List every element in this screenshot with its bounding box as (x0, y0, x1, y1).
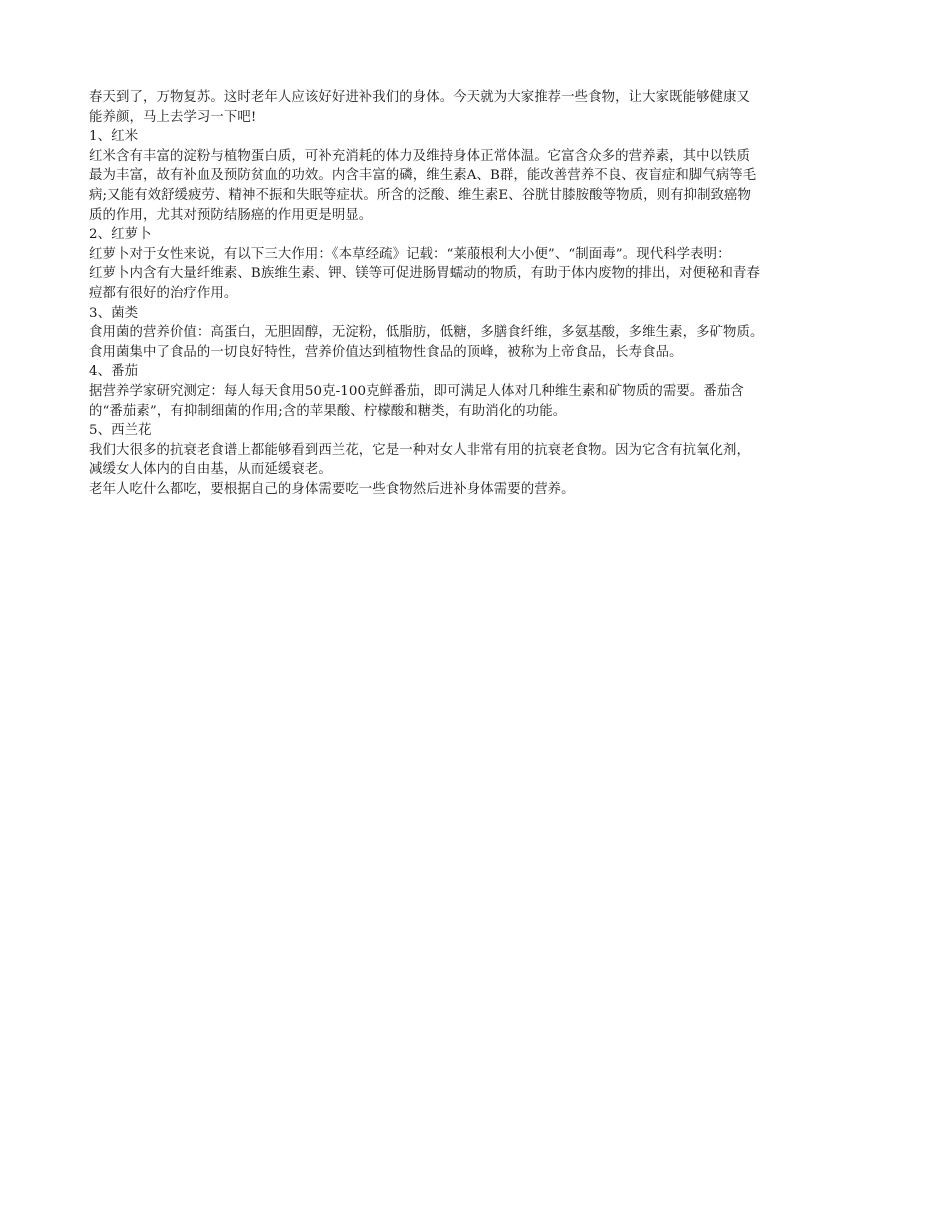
section-line: 食用菌的营养价值：高蛋白，无胆固醇，无淀粉，低脂肪，低糖，多膳食纤维，多氨基酸，多维生素，多矿物质。 (89, 325, 764, 341)
section-broccoli (89, 421, 865, 480)
section-line: 红米含有丰富的淀粉与植物蛋白质，可补充消耗的体力及维持身体正常体温。它富含众多的营养素，其中以铁质 (89, 148, 751, 164)
section-line: 最为丰富，故有补血及预防贫血的功效。内含丰富的磷，维生素A、B群，能改善营养不良、夜盲症和脚气病等毛 (89, 168, 757, 184)
section-line: 病;又能有效舒缓疲劳、精神不振和失眠等症状。所含的泛酸、维生素E、谷胱甘膝胺酸等物质，则有抑制致癌物 (89, 187, 752, 203)
section-line: 红萝卜内含有大量纤维素、B族维生素、钾、镁等可促进肠胃蠕动的物质，有助于体内废物的排出，对便秘和青春 (89, 266, 760, 282)
document-body (89, 88, 865, 499)
closing-line: 老年人吃什么都吃，要根据自己的身体需要吃一些食物然后进补身体需要的营养。 (89, 481, 575, 497)
section-heading: 5、西兰花 (89, 423, 152, 439)
section-tomato (89, 362, 865, 421)
section-heading: 3、菌类 (89, 305, 139, 321)
intro-paragraph (89, 88, 865, 127)
closing-paragraph (89, 480, 865, 500)
section-carrot (89, 225, 865, 303)
section-heading: 1、红米 (89, 129, 139, 145)
section-line: 减缓女人体内的自由基，从而延缓衰老。 (89, 462, 332, 478)
section-line: 痘都有很好的治疗作用。 (89, 285, 238, 301)
section-line: 红萝卜对于女性来说，有以下三大作用：《本草经疏》记载：“莱菔根利大小便”、“制面毒”。现代科学表明： (89, 246, 731, 262)
section-line: 质的作用，尤其对预防结肠癌的作用更是明显。 (89, 207, 373, 223)
section-heading: 2、红萝卜 (89, 227, 152, 243)
section-line: 食用菌集中了食品的一切良好特性，营养价值达到植物性食品的顶峰，被称为上帝食品，长寿食品。 (89, 344, 683, 360)
intro-line: 春天到了，万物复苏。这时老年人应该好好进补我们的身体。今天就为大家推荐一些食物，让大家既能够健康又 (89, 90, 751, 105)
section-heading: 4、番茄 (89, 364, 139, 380)
section-line: 据营养学家研究测定：每人每天食用50克-100克鲜番茄，即可满足人体对几种维生素和矿物质的需要。番茄含 (89, 383, 744, 399)
section-mushroom (89, 304, 865, 363)
section-line: 我们大很多的抗衰老食谱上都能够看到西兰花，它是一种对女人非常有用的抗衰老食物。因为它含有抗氧化剂， (89, 442, 751, 458)
section-line: 的“番茄素”，有抑制细菌的作用;含的苹果酸、柠檬酸和糖类，有助消化的功能。 (89, 403, 567, 419)
section-red-rice (89, 127, 865, 225)
intro-line: 能养颜，马上去学习一下吧! (89, 109, 257, 125)
